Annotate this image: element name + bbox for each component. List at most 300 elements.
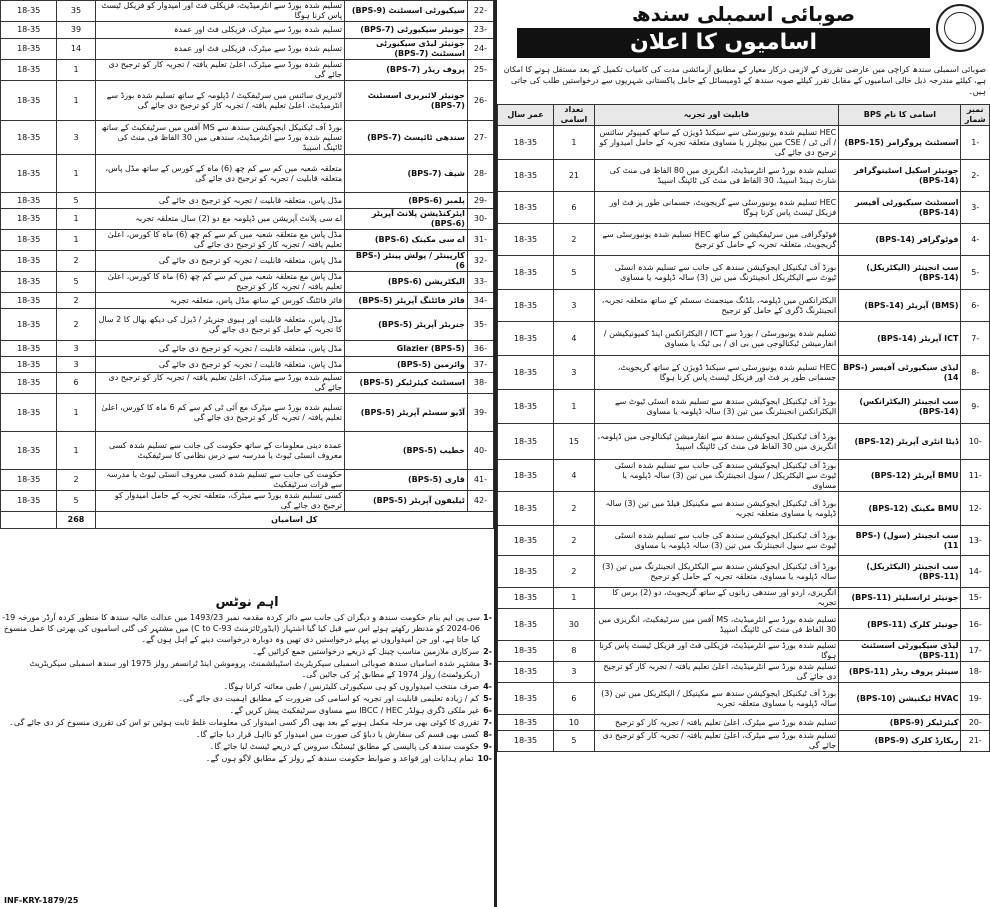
qualification: تسلیم شدہ بورڈ سے میٹرک، اعلیٰ تعلیم یافتہ / تجربہ کار کو ترجیح دی جائے گی [95, 373, 345, 394]
qualification: تسلیم شدہ بورڈ سے میٹرک، فزیکلی فٹ اور عمدہ [95, 22, 345, 39]
age-limit: 18-35 [498, 731, 554, 752]
table-row [1, 491, 494, 512]
table-row [498, 492, 990, 526]
row-number: -25 [467, 60, 493, 81]
note-text: تقرری کا کوئی بھی مرحلہ مکمل ہونے کے بعد بھی اگر کسی امیدوار کی معلومات غلط ثابت ہوئیں تو اس کی تقرری منسوخ کر دی جائے گی۔ [9, 718, 480, 727]
note-bullet: -2 [483, 647, 492, 656]
row-number: -21 [961, 731, 990, 752]
post-name: لیڈی سیکیورٹی اسسٹنٹ (BPS-11) [839, 641, 961, 662]
age-limit: 18-35 [1, 251, 57, 272]
note-item [2, 753, 492, 764]
intro-text: صوبائی اسمبلی سندھ کراچی میں عارضی تقرری کے لازمی درکار معیار کے مطابق آزمائشی مدت کی کامیاب تکمیل کے بعد مستقل ہونے کا امکان ہے، کیلئے مندرجہ ذیل خالی اسامیوں کے مقابل تقرر کیلئے صوبہ سندھ کے ڈومیسائل کے حامل پاکستانی شہریوں سے درخواستیں طلب کی جاتی ہیں۔ [503, 65, 986, 96]
post-name: جونیئر اسکیل اسٹینوگرافر (BPS-14) [839, 160, 961, 192]
table-row [1, 121, 494, 155]
row-number: -5 [961, 256, 990, 290]
age-limit: 18-35 [1, 81, 57, 121]
post-count: 2 [554, 556, 595, 588]
qualification: تسلیم شدہ بورڈ سے انٹرمیڈیٹ، انگریزی میں 80 الفاظ فی منٹ کی شارٹ ہینڈ اسپیڈ، 30 الفاظ فی منٹ کی ٹائپنگ اسپیڈ [594, 160, 838, 192]
row-number: -12 [961, 492, 990, 526]
row-number: -42 [467, 491, 493, 512]
note-item [2, 705, 492, 716]
row-number: -28 [467, 155, 493, 193]
table-row [1, 155, 494, 193]
post-count: 1 [57, 60, 95, 81]
post-name: وائرمین (BPS-5) [345, 357, 468, 373]
age-limit: 18-35 [1, 341, 57, 357]
age-limit: 18-35 [1, 293, 57, 309]
note-item [2, 717, 492, 728]
age-limit: 18-35 [1, 121, 57, 155]
note-bullet: -9 [483, 742, 492, 751]
age-limit: 18-35 [1, 470, 57, 491]
age-limit: 18-35 [1, 373, 57, 394]
qualification: عمدہ دینی معلومات کے ساتھ حکومت کی جانب سے تسلیم شدہ کسی معروف انسٹی ٹیوٹ یا مدرسہ سے درس نظامی کا سرٹیفکیٹ [95, 432, 345, 470]
row-number: -39 [467, 394, 493, 432]
post-count: 15 [554, 424, 595, 460]
note-text: حکومت سندھ کی پالیسی کے مطابق ٹیسٹنگ سروس کے ذریعے ٹیسٹ لیا جائے گا۔ [209, 742, 480, 751]
row-number: -32 [467, 251, 493, 272]
qualification: بورڈ آف ٹیکنیکل ایجوکیشن سندھ سے انفارمیشن ٹیکنالوجی میں ڈپلومہ، انگریزی میں 30 الفاظ فی منٹ کی ٹائپنگ اسپیڈ [594, 424, 838, 460]
row-number: -1 [961, 126, 990, 160]
note-item [2, 741, 492, 752]
post-count: 14 [57, 39, 95, 60]
post-count: 2 [57, 309, 95, 341]
post-count: 1 [57, 155, 95, 193]
note-bullet: -10 [477, 754, 492, 763]
post-name: فائر فائٹنگ آپریٹر (BPS-5) [345, 293, 468, 309]
right-column [497, 0, 990, 907]
age-limit: 18-35 [498, 322, 554, 356]
row-number: -30 [467, 209, 493, 230]
table-row [1, 81, 494, 121]
post-count: 3 [554, 290, 595, 322]
qualification: متعلقہ شعبہ میں کم سے کم چھ (6) ماہ کے کورس کے ساتھ مڈل پاس، متعلقہ قابلیت / تجربہ کو ترجیح دی جائے گی [95, 155, 345, 193]
post-name: جنریٹر آپریٹر (BPS-5) [345, 309, 468, 341]
age-limit: 18-35 [1, 230, 57, 251]
post-count: 30 [554, 609, 595, 641]
post-count: 3 [57, 121, 95, 155]
note-bullet: -4 [483, 682, 492, 691]
post-count: 4 [554, 322, 595, 356]
post-name: اسسٹنٹ کیئرٹیکر (BPS-5) [345, 373, 468, 394]
table-row [498, 224, 990, 256]
qualification: فائر فائٹنگ کورس کے ساتھ مڈل پاس، متعلقہ تجربہ [95, 293, 345, 309]
row-number: -41 [467, 470, 493, 491]
age-limit: 18-35 [498, 556, 554, 588]
table-row [1, 251, 494, 272]
post-count: 5 [57, 272, 95, 293]
row-number: -38 [467, 373, 493, 394]
note-bullet: -6 [483, 706, 492, 715]
age-limit: 18-35 [1, 155, 57, 193]
qualification: بورڈ آف ٹیکنیکل ایجوکیشن سندھ کی جانب سے تسلیم شدہ انسٹی ٹیوٹ سے سول انجینئرنگ میں تین (3) سالہ ڈپلومہ یا مساوی [594, 526, 838, 556]
row-number: -19 [961, 683, 990, 715]
row-number: -17 [961, 641, 990, 662]
qualification: HEC تسلیم شدہ یونیورسٹی سے سیکنڈ ڈویژن کے ساتھ گریجویٹ، جسمانی طور پر فٹ اور فزیکل ٹیسٹ پاس کرنا ہوگا [594, 356, 838, 390]
row-number: -2 [961, 160, 990, 192]
age-limit: 18-35 [1, 432, 57, 470]
post-count: 1 [554, 588, 595, 609]
qualification: تسلیم شدہ بورڈ سے انٹرمیڈیٹ، MS آفس میں سرٹیفکیٹ، انگریزی میں 30 الفاظ فی منٹ کی ٹائپنگ اسپیڈ [594, 609, 838, 641]
qualification: بورڈ آف ٹیکنیکل ایجوکیشن سندھ سے الیکٹریکل انجینئرنگ میں تین (3) سالہ ڈپلومہ یا مساوی، متعلقہ تجربہ کے حامل کو ترجیح [594, 556, 838, 588]
age-limit: 18-35 [498, 492, 554, 526]
qualification: اے سی پلانٹ آپریشن میں ڈپلومہ مع دو (2) سال متعلقہ تجربہ [95, 209, 345, 230]
age-limit: 18-35 [1, 60, 57, 81]
post-count: 10 [554, 715, 595, 731]
table-row [1, 60, 494, 81]
age-limit: 18-35 [498, 390, 554, 424]
post-count: 1 [57, 230, 95, 251]
row-number: -3 [961, 192, 990, 224]
assembly-seal-icon [936, 4, 984, 52]
row-number: -36 [467, 341, 493, 357]
row-number: -20 [961, 715, 990, 731]
age-limit: 18-35 [1, 309, 57, 341]
age-limit: 18-35 [1, 39, 57, 60]
post-name: ریکارڈ کلرک (BPS-9) [839, 731, 961, 752]
ad-reference: INF-KRY-1879/25 [4, 896, 79, 905]
qualification: بورڈ آف ٹیکنیکل ایجوکیشن سندھ سے MS آفس میں سرٹیفکیٹ کے ساتھ تسلیم شدہ بورڈ سے انٹرمیڈیٹ، سندھی میں 30 الفاظ فی منٹ کی ٹائپنگ اسپیڈ [95, 121, 345, 155]
age-limit: 18-35 [498, 526, 554, 556]
post-count: 1 [57, 394, 95, 432]
age-limit: 18-35 [498, 683, 554, 715]
qualification: تسلیم شدہ بورڈ سے میٹرک، فزیکلی فٹ اور عمدہ [95, 39, 345, 60]
row-number: -16 [961, 609, 990, 641]
post-count: 3 [554, 662, 595, 683]
qualification: کسی تسلیم شدہ بورڈ سے میٹرک، متعلقہ تجربہ کے حامل امیدوار کو ترجیح دی جائے گی [95, 491, 345, 512]
post-count: 2 [57, 470, 95, 491]
note-text: سی پی ایم بنام حکومت سندھ و دیگران کی جانب سے دائر کردہ مقدمہ نمبر 1493/23 میں عدالت عالیہ سندھ کا منظور کردہ آرڈر مورخہ 19-06-2024 کو مدنظر رکھتے ہوئے اس سے قبل کیا گیا اشتہار (ایڈورٹائزمنٹ C to C-93) میں مشتہر کی گئی اسامیوں کی بھرتی کا عمل منسوخ کیا جاتا ہے، اور جن امیدواروں نے پہلے درخواستیں دی تھیں وہ دوبارہ درخواست دینے کے اہل ہوں گے۔ [2, 613, 480, 644]
row-number: -37 [467, 357, 493, 373]
post-count: 21 [554, 160, 595, 192]
table-row [498, 160, 990, 192]
row-number: -27 [467, 121, 493, 155]
total-value: 268 [57, 512, 95, 529]
notes-section [2, 595, 492, 765]
post-name: فوٹوگرافر (BPS-14) [839, 224, 961, 256]
note-item [2, 681, 492, 692]
post-count: 2 [554, 492, 595, 526]
post-name: پلمبر (BPS-6) [345, 193, 468, 209]
age-limit: 18-35 [1, 193, 57, 209]
col-age: عمر سال [498, 105, 554, 126]
note-bullet: -1 [483, 613, 492, 622]
age-limit: 18-35 [498, 641, 554, 662]
age-limit: 18-35 [498, 224, 554, 256]
post-count: 3 [554, 356, 595, 390]
qualification: تسلیم شدہ بورڈ سے میٹرک مع آئی ٹی کم سے کم 6 ماہ کا کورس، اعلیٰ تعلیم یافتہ / تجربہ کار کو ترجیح دی جائے گی [95, 394, 345, 432]
table-row [1, 357, 494, 373]
post-count: 5 [554, 731, 595, 752]
qualification: مڈل پاس، متعلقہ قابلیت / تجربہ کو ترجیح دی جائے گی [95, 251, 345, 272]
note-item [2, 693, 492, 704]
table-row [1, 309, 494, 341]
note-bullet: -5 [483, 694, 492, 703]
table-row [498, 322, 990, 356]
table-row [498, 256, 990, 290]
post-name: جونیئر لائبریری اسسٹنٹ (BPS-7) [345, 81, 468, 121]
post-count: 1 [554, 390, 595, 424]
post-count: 1 [57, 432, 95, 470]
table-row [1, 272, 494, 293]
row-number: -40 [467, 432, 493, 470]
qualification: بورڈ آف ٹیکنیکل ایجوکیشن سندھ سے مکینیکل فیلڈ میں تین (3) سالہ ڈپلومہ یا مساوی متعلقہ تجربہ [594, 492, 838, 526]
total-row [1, 512, 494, 529]
qualification: تسلیم شدہ بورڈ سے میٹرک، اعلیٰ تعلیم یافتہ / تجربہ کار کو ترجیح دی جائے گی [95, 60, 345, 81]
post-count: 5 [554, 256, 595, 290]
post-name: جونیئر لیڈی سیکیورٹی اسسٹنٹ (BPS-7) [345, 39, 468, 60]
row-number: -9 [961, 390, 990, 424]
post-name: شیف (BPS-7) [345, 155, 468, 193]
table-row [1, 193, 494, 209]
age-limit: 18-35 [1, 491, 57, 512]
post-name: سب انجینئر (سول) (BPS-11) [839, 526, 961, 556]
age-limit: 18-35 [498, 192, 554, 224]
table-row [1, 470, 494, 491]
qualification: مڈل پاس مع متعلقہ شعبہ میں کم سے کم چھ (6) ماہ کا کورس، اعلیٰ تعلیم یافتہ / تجربہ کار کو ترجیح دی جائے گی [95, 230, 345, 251]
post-name: الیکٹریشن (BPS-6) [345, 272, 468, 293]
table-row [498, 609, 990, 641]
qualification: انگریزی، اردو اور سندھی زبانوں کے ساتھ گریجویٹ، دو (2) برس کا تجربہ [594, 588, 838, 609]
left-posts-table [0, 0, 494, 529]
post-count: 2 [554, 526, 595, 556]
post-name: سب انجینئر (الیکٹریکل) (BPS-14) [839, 256, 961, 290]
post-count: 35 [57, 1, 95, 22]
age-limit: 18-35 [498, 126, 554, 160]
qualification: بورڈ آف ٹیکنیکل ایجوکیشن سندھ سے تسلیم شدہ انسٹی ٹیوٹ سے الیکٹرانکس انجینئرنگ میں تین (3) سالہ ڈپلومہ یا مساوی [594, 390, 838, 424]
post-name: سیکیورٹی اسسٹنٹ (BPS-9) [345, 1, 468, 22]
post-name: سب انجینئر (الیکٹریکل) (BPS-11) [839, 556, 961, 588]
qualification: HEC تسلیم شدہ یونیورسٹی سے گریجویٹ، جسمانی طور پر فٹ اور فزیکل ٹیسٹ پاس کرنا ہوگا [594, 192, 838, 224]
qualification: بورڈ آف ٹیکنیکل ایجوکیشن سندھ کی جانب سے تسلیم شدہ انسٹی ٹیوٹ سے الیکٹریکل انجینئرنگ میں تین (3) سالہ ڈپلومہ یا مساوی [594, 256, 838, 290]
qualification: مڈل پاس، متعلقہ قابلیت / تجربہ کو ترجیح دی جائے گی [95, 357, 345, 373]
table-row [498, 715, 990, 731]
post-name: ICT آپریٹر (BPS-14) [839, 322, 961, 356]
age-limit: 18-35 [498, 290, 554, 322]
table-row [498, 290, 990, 322]
note-text: تمام ہدایات اور قواعد و ضوابط حکومت سندھ کے رولز کے مطابق لاگو ہوں گے۔ [205, 754, 474, 763]
post-count: 5 [57, 491, 95, 512]
post-name: سب انجینئر (الیکٹرانکس) (BPS-14) [839, 390, 961, 424]
post-count: 1 [57, 81, 95, 121]
row-number: -13 [961, 526, 990, 556]
post-count: 5 [57, 193, 95, 209]
row-number: -26 [467, 81, 493, 121]
table-row [498, 460, 990, 492]
note-text: مشتہر شدہ اسامیاں سندھ صوبائی اسمبلی سیکریٹریٹ اسٹیبلشمنٹ، پروموشن اینڈ ٹرانسفر رولز 1975 اور سندھ اسمبلی سیکریٹریٹ (ریکروٹمنٹ) رولز 1974 کے مطابق پُر کی جائیں گی۔ [29, 659, 480, 679]
post-count: 6 [57, 373, 95, 394]
note-bullet: -7 [483, 718, 492, 727]
table-row [1, 341, 494, 357]
post-name: ٹیلیفون آپریٹر (BPS-5) [345, 491, 468, 512]
col-sno: نمبر شمار [961, 105, 990, 126]
post-name: پروف ریڈر (BPS-7) [345, 60, 468, 81]
qualification: تسلیم شدہ بورڈ سے میٹرک، اعلیٰ تعلیم یافتہ / تجربہ کار کو ترجیح [594, 715, 838, 731]
qualification: حکومت کی جانب سے تسلیم شدہ کسی معروف انسٹی ٹیوٹ یا مدرسہ سے قرات سرٹیفکیٹ [95, 470, 345, 491]
left-column [0, 0, 494, 907]
note-text: کسی بھی قسم کی سفارش یا دباؤ کی صورت میں امیدوار کو نااہل قرار دیا جائے گا۔ [195, 730, 480, 739]
age-limit: 18-35 [498, 588, 554, 609]
row-number: -4 [961, 224, 990, 256]
post-name: جونیئر سیکیورٹی (BPS-7) [345, 22, 468, 39]
post-name: (BMS) آپریٹر (BPS-14) [839, 290, 961, 322]
row-number: -18 [961, 662, 990, 683]
table-row [1, 394, 494, 432]
row-number: -29 [467, 193, 493, 209]
age-limit: 18-35 [1, 22, 57, 39]
note-item [2, 729, 492, 740]
table-row [1, 1, 494, 22]
post-name: خطیب (BPS-5) [345, 432, 468, 470]
post-count: 1 [57, 209, 95, 230]
post-name: BMU آپریٹر (BPS-12) [839, 460, 961, 492]
post-count: 1 [554, 126, 595, 160]
row-number: -23 [467, 22, 493, 39]
table-row [1, 432, 494, 470]
age-limit: 18-35 [1, 209, 57, 230]
row-number: -31 [467, 230, 493, 251]
note-bullet: -8 [483, 730, 492, 739]
table-row [498, 556, 990, 588]
col-count: تعداد اسامی [554, 105, 595, 126]
age-limit: 18-35 [498, 256, 554, 290]
post-name: Glazier (BPS-5) [345, 341, 468, 357]
table-header-row [498, 105, 990, 126]
age-limit: 18-35 [498, 160, 554, 192]
total-empty [1, 512, 57, 529]
note-item [2, 658, 492, 680]
post-count: 3 [57, 357, 95, 373]
post-count: 2 [57, 293, 95, 309]
row-number: -6 [961, 290, 990, 322]
post-name: کیئرٹیکر (BPS-9) [839, 715, 961, 731]
post-name: سندھی ٹائپسٹ (BPS-7) [345, 121, 468, 155]
table-row [1, 22, 494, 39]
age-limit: 18-35 [1, 394, 57, 432]
row-number: -35 [467, 309, 493, 341]
table-row [498, 126, 990, 160]
qualification: تسلیم شدہ بورڈ سے انٹرمیڈیٹ، اعلیٰ تعلیم یافتہ / تجربہ کار کو ترجیح دی جائے گی [594, 662, 838, 683]
row-number: -24 [467, 39, 493, 60]
post-name: لیڈی سیکیورٹی آفیسر (BPS-14) [839, 356, 961, 390]
post-name: جونیئر ٹرانسلیٹر (BPS-11) [839, 588, 961, 609]
row-number: -8 [961, 356, 990, 390]
age-limit: 18-35 [498, 460, 554, 492]
post-name: قاری (BPS-5) [345, 470, 468, 491]
post-name: اے سی مکینک (BPS-6) [345, 230, 468, 251]
age-limit: 18-35 [1, 1, 57, 22]
table-row [498, 356, 990, 390]
table-row [498, 588, 990, 609]
post-count: 2 [57, 251, 95, 272]
table-row [498, 731, 990, 752]
qualification: مڈل پاس مع متعلقہ شعبہ میں کم سے کم چھ (6) ماہ کا کورس، اعلیٰ تعلیم یافتہ / تجربہ کار کو ترجیح [95, 272, 345, 293]
table-row [1, 209, 494, 230]
qualification: مڈل پاس، متعلقہ قابلیت / تجربہ کو ترجیح دی جائے گی [95, 193, 345, 209]
qualification: HEC تسلیم شدہ یونیورسٹی سے سیکنڈ ڈویژن کے ساتھ کمپیوٹر سائنس / آئی ٹی / CSE میں بیچلرز یا مساوی متعلقہ تجربہ کے حامل امیدوار کو ترجیح دی جائے گی [594, 126, 838, 160]
post-count: 4 [554, 460, 595, 492]
table-row [498, 526, 990, 556]
row-number: -34 [467, 293, 493, 309]
qualification: بورڈ آف ٹیکنیکل ایجوکیشن سندھ سے مکینیکل / الیکٹریکل میں تین (3) سالہ ڈپلومہ یا مساوی متعلقہ تجربہ [594, 683, 838, 715]
age-limit: 18-35 [498, 356, 554, 390]
age-limit: 18-35 [498, 662, 554, 683]
row-number: -14 [961, 556, 990, 588]
post-count: 6 [554, 683, 595, 715]
age-limit: 18-35 [498, 424, 554, 460]
note-item [2, 646, 492, 657]
table-row [498, 192, 990, 224]
row-number: -10 [961, 424, 990, 460]
note-text: غیر ملکی ڈگری ہولڈر IBCC / HEC سے مساوی سرٹیفکیٹ پیش کریں گے۔ [229, 706, 480, 715]
table-row [498, 424, 990, 460]
post-name: سینئر پروف ریڈر (BPS-11) [839, 662, 961, 683]
qualification: تسلیم شدہ بورڈ سے انٹرمیڈیٹ، فزیکلی فٹ اور فزیکل ٹیسٹ پاس کرنا ہوگا [594, 641, 838, 662]
post-count: 2 [554, 224, 595, 256]
post-count: 8 [554, 641, 595, 662]
notes-title: اہم نوٹس [215, 595, 279, 610]
age-limit: 18-35 [498, 715, 554, 731]
table-row [1, 373, 494, 394]
table-row [498, 683, 990, 715]
qualification: مڈل پاس، متعلقہ قابلیت اور ہیوی جنریٹر / ڈیزل کی دیکھ بھال کا 2 سال کا تجربہ کے حامل کو ترجیح دی جائے گی [95, 309, 345, 341]
col-qual: قابلیت اور تجربہ [594, 105, 838, 126]
post-name: ایئرکنڈیشن پلانٹ آپریٹر (BPS-6) [345, 209, 468, 230]
post-count: 6 [554, 192, 595, 224]
table-row [1, 39, 494, 60]
table-row [498, 641, 990, 662]
qualification: تسلیم شدہ بورڈ سے میٹرک، اعلیٰ تعلیم یافتہ / تجربہ کار کو ترجیح دی جائے گی [594, 731, 838, 752]
age-limit: 18-35 [1, 272, 57, 293]
post-name: اسسٹنٹ پروگرامر (BPS-15) [839, 126, 961, 160]
right-posts-table [497, 104, 990, 752]
ad-title: اسامیوں کا اعلان [517, 28, 930, 58]
note-bullet: -3 [483, 659, 492, 668]
table-row [1, 293, 494, 309]
post-name: آڈیو سسٹم آپریٹر (BPS-5) [345, 394, 468, 432]
notes-list [2, 612, 492, 764]
row-number: -11 [961, 460, 990, 492]
total-label: کل اسامیاں [95, 512, 493, 529]
post-name: HVAC ٹیکنیشن (BPS-10) [839, 683, 961, 715]
post-count: 39 [57, 22, 95, 39]
table-row [1, 230, 494, 251]
note-text: کم / زیادہ تعلیمی قابلیت اور تجربہ کو اسامی کی ضرورت کے مطابق اہمیت دی جائے گی۔ [178, 694, 480, 703]
row-number: -22 [467, 1, 493, 22]
qualification: الیکٹرانکس میں ڈپلومہ، بلڈنگ مینجمنٹ سسٹم کے ساتھ متعلقہ تجربہ، انجینئرنگ ڈگری کے حامل کو ترجیح [594, 290, 838, 322]
row-number: -7 [961, 322, 990, 356]
post-name: BMU مکینک (BPS-12) [839, 492, 961, 526]
note-item [2, 612, 492, 645]
qualification: لائبریری سائنس میں سرٹیفکیٹ / ڈپلومہ کے ساتھ تسلیم شدہ بورڈ سے انٹرمیڈیٹ، اعلیٰ تعلیم یافتہ / تجربہ کار کو ترجیح دی جائے گی [95, 81, 345, 121]
post-count: 3 [57, 341, 95, 357]
qualification: فوٹوگرافی میں سرٹیفکیشن کے ساتھ HEC تسلیم شدہ یونیورسٹی سے گریجویٹ، متعلقہ تجربہ کے حامل کو ترجیح [594, 224, 838, 256]
age-limit: 18-35 [498, 609, 554, 641]
post-name: ڈیٹا انٹری آپریٹر (BPS-12) [839, 424, 961, 460]
row-number: -33 [467, 272, 493, 293]
col-post: اسامی کا نام BPS [839, 105, 961, 126]
assembly-title: صوبائی اسمبلی سندھ [631, 2, 856, 26]
table-row [498, 390, 990, 424]
age-limit: 18-35 [1, 357, 57, 373]
qualification: تسلیم شدہ یونیورسٹی / بورڈ سے ICT / الیکٹرانکس اینڈ کمیونیکیشن / انفارمیشن ٹیکنالوجی میں بی ای / بی ٹیک یا مساوی [594, 322, 838, 356]
post-name: کارپینٹر / پولش پینٹر (BPS-6) [345, 251, 468, 272]
ad-header [497, 0, 990, 96]
note-text: صرف منتخب امیدواروں کو ہی سیکیورٹی کلیئرنس / طبی معائنہ کرانا ہوگا۔ [223, 682, 480, 691]
table-row [498, 662, 990, 683]
qualification: تسلیم شدہ بورڈ سے انٹرمیڈیٹ، فزیکلی فٹ اور امیدوار کو فزیکل ٹیسٹ پاس کرنا ہوگا [95, 1, 345, 22]
row-number: -15 [961, 588, 990, 609]
